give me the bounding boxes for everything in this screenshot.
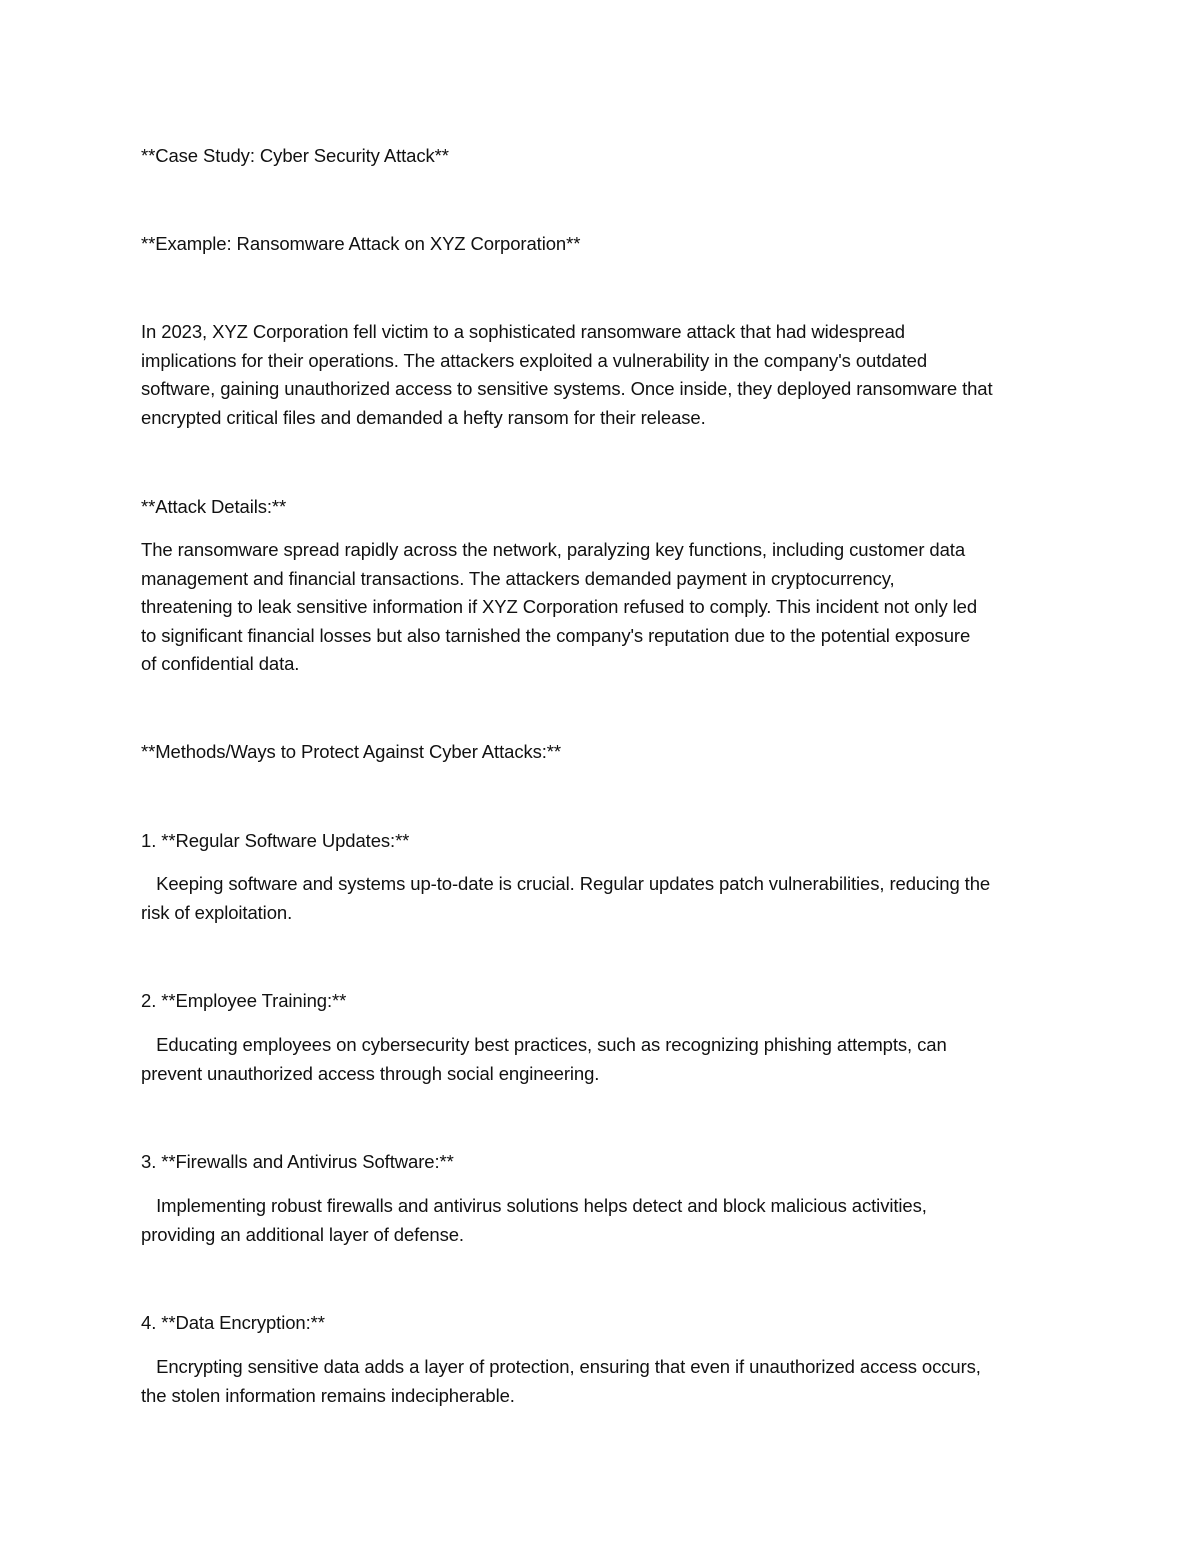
example-heading: **Example: Ransomware Attack on XYZ Corporation** xyxy=(141,233,581,254)
method-line: Encrypting sensitive data adds a layer of protection, ensuring that even if unauthorized access occurs, xyxy=(141,1356,981,1377)
method-heading: 3. **Firewalls and Antivirus Software:** xyxy=(141,1151,454,1172)
attack-details-paragraph xyxy=(141,536,1061,679)
intro-line: software, gaining unauthorized access to sensitive systems. Once inside, they deployed ransomware that xyxy=(141,378,993,399)
intro-line: In 2023, XYZ Corporation fell victim to a sophisticated ransomware attack that had widespread xyxy=(141,321,905,342)
case-study-title: **Case Study: Cyber Security Attack** xyxy=(141,145,449,166)
method-line: Keeping software and systems up-to-date is crucial. Regular updates patch vulnerabilities, reducing the xyxy=(141,873,991,894)
attack-details-line: The ransomware spread rapidly across the network, paralyzing key functions, including customer data xyxy=(141,539,966,560)
method-description xyxy=(141,1031,1061,1088)
attack-details-line: threatening to leak sensitive information if XYZ Corporation refused to comply. This incident not only led xyxy=(141,596,978,617)
methods-heading: **Methods/Ways to Protect Against Cyber Attacks:** xyxy=(141,741,562,762)
attack-details-heading: **Attack Details:** xyxy=(141,496,287,517)
intro-line: encrypted critical files and demanded a hefty ransom for their release. xyxy=(141,406,706,428)
attack-details-line: management and financial transactions. The attackers demanded payment in cryptocurrency, xyxy=(141,567,895,589)
method-heading: 1. **Regular Software Updates:** xyxy=(141,830,410,851)
intro-line: implications for their operations. The attackers exploited a vulnerability in the company's outdated xyxy=(141,349,928,371)
attack-details-line: of confidential data. xyxy=(141,653,300,674)
method-description xyxy=(141,1353,1061,1410)
method-description xyxy=(141,870,1061,927)
method-heading: 2. **Employee Training:** xyxy=(141,990,347,1011)
method-line: prevent unauthorized access through social engineering. xyxy=(141,1062,600,1084)
method-heading: 4. **Data Encryption:** xyxy=(141,1312,325,1333)
method-line: providing an additional layer of defense. xyxy=(141,1223,464,1245)
method-description xyxy=(141,1192,1061,1249)
method-line: Implementing robust firewalls and antivirus solutions helps detect and block malicious activities, xyxy=(141,1195,927,1216)
method-line: risk of exploitation. xyxy=(141,901,293,923)
method-line: Educating employees on cybersecurity best practices, such as recognizing phishing attempts, can xyxy=(141,1034,947,1055)
attack-details-line: to significant financial losses but also tarnished the company's reputation due to the potential exposure xyxy=(141,624,971,646)
method-line: the stolen information remains indecipherable. xyxy=(141,1384,515,1406)
intro-paragraph xyxy=(141,318,1061,432)
